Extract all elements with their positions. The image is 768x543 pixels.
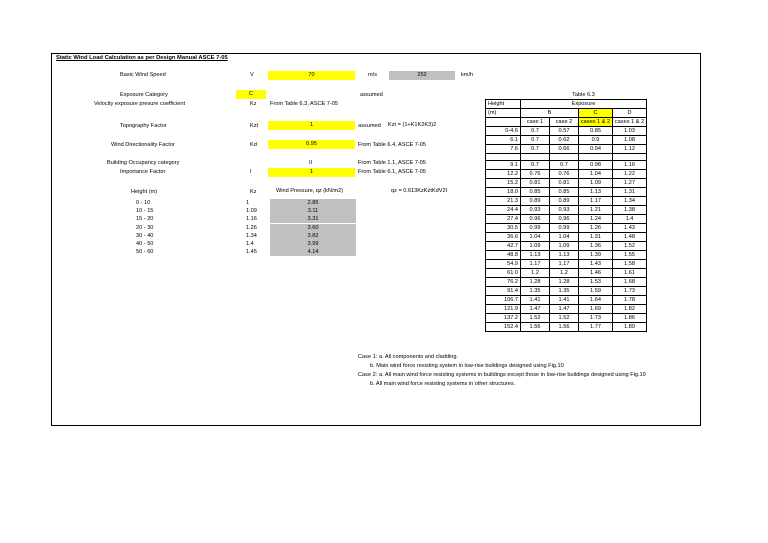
pressure-height-header: Height (m) [131,189,158,195]
table-6-3-unit-header: (m) [486,109,521,118]
importance-input[interactable]: 1 [268,168,355,177]
table-6-3-height-cell: 42.7 [486,242,521,251]
topography-note: assumed [358,123,381,129]
table-6-3-value-cell: 1.09 [579,179,613,188]
importance-label: Importance Factor [120,169,166,175]
pressure-row-kz: 1 [246,200,250,206]
table-6-3-value-cell: 1.09 [550,242,579,251]
table-6-3-height-cell: 6.1 [486,136,521,145]
table-6-3-value-cell: 1.78 [613,296,647,305]
importance-note: From Table 6.1, ASCE 7-05 [358,169,426,175]
table-6-3-c-cases-header: cases 1 & 2 [579,118,613,127]
table-6-3-value-cell: 1.13 [550,251,579,260]
table-6-3-value-cell: 1.13 [521,251,550,260]
pressure-row-value: 4.14 [270,248,356,256]
exposure-category-input[interactable]: C [236,90,266,99]
table-6-3-value-cell: 1.12 [613,145,647,154]
table-6-3-value-cell: 1.39 [579,251,613,260]
table-6-3-value-cell: 1.13 [579,188,613,197]
table-6-3-value-cell: 1.73 [579,314,613,323]
table-6-3-value-cell: 1.52 [550,314,579,323]
table-6-3-value-cell: 0.81 [521,179,550,188]
table-6-3-value-cell: 1.69 [579,305,613,314]
pressure-row-value: 3.31 [270,215,356,223]
table-6-3-value-cell: 1.17 [521,260,550,269]
table-6-3-height-cell: 48.8 [486,251,521,260]
table-6-3-height-cell: 76.2 [486,278,521,287]
table-6-3-c-header: C [579,109,613,118]
table-6-3-value-cell: 0.76 [550,170,579,179]
table-6-3-value-cell: 0.85 [521,188,550,197]
table-6-3-value-cell: 1.82 [613,305,647,314]
table-6-3-value-cell: 0.76 [521,170,550,179]
table-6-3-value-cell: 1.38 [613,206,647,215]
pressure-row-height: 10 - 15 [136,208,154,215]
exposure-category-label: Exposure Category [120,92,168,98]
table-6-3-blank [486,118,521,127]
occupancy-note: From Table 1.1, ASCE 7-05 [358,160,426,166]
table-6-3-value-cell: 1.43 [613,224,647,233]
table-6-3-value-cell: 0.94 [579,145,613,154]
table-6-3-value-cell: 1.34 [613,197,647,206]
velocity-exposure-symbol: Kz [250,101,257,107]
table-6-3-gap-cell [550,154,579,161]
table-6-3-value-cell: 0.57 [550,127,579,136]
table-6-3-height-header: Height [486,100,521,109]
table-6-3-value-cell: 1.47 [550,305,579,314]
pressure-row-value: 3.82 [270,232,356,240]
table-6-3-value-cell: 0.99 [521,224,550,233]
occupancy-value: II [309,160,313,166]
topography-input[interactable]: 1 [268,121,355,130]
table-6-3-height-cell: 54.9 [486,260,521,269]
table-6-3-gap-cell [486,154,521,161]
table-6-3-value-cell: 1.31 [613,188,647,197]
table-6-3-value-cell: 1.08 [613,136,647,145]
table-6-3-value-cell: 1.73 [613,287,647,296]
pressure-row-value: 3.11 [270,207,356,215]
note-case2-b: b. All main wind force resisting systems in other structures. [370,381,516,387]
table-6-3-value-cell: 0.85 [579,127,613,136]
table-6-3-value-cell: 0.7 [521,145,550,154]
table-6-3-d-cases-header: cases 1 & 2 [613,118,647,127]
table-6-3-value-cell: 1.4 [613,215,647,224]
table-6-3-value-cell: 0.81 [550,179,579,188]
table-6-3-case2-header: case 2 [550,118,579,127]
table-6-3-value-cell: 1.17 [579,197,613,206]
table-6-3-height-cell: 121.9 [486,305,521,314]
table-6-3-value-cell: 1.09 [521,242,550,251]
table-6-3-value-cell: 1.68 [613,278,647,287]
table-6-3-height-cell: 137.2 [486,314,521,323]
table-6-3-value-cell: 1.46 [579,269,613,278]
basic-wind-speed-symbol: V [250,72,254,78]
table-6-3-b-header: B [521,109,579,118]
table-6-3-height-cell: 0-4.6 [486,127,521,136]
table-6-3 [485,91,647,332]
table-6-3-value-cell: 1.04 [521,233,550,242]
table-6-3-value-cell: 1.22 [613,170,647,179]
table-6-3-value-cell: 1.2 [550,269,579,278]
velocity-exposure-label: Velocity exposure presure coefficient [94,101,186,107]
table-6-3-value-cell: 0.96 [550,215,579,224]
directionality-input[interactable]: 0.95 [268,140,355,149]
table-6-3-d-header: D [613,109,647,118]
table-6-3-value-cell: 1.52 [521,314,550,323]
pressure-row-height: 20 - 30 [136,224,154,231]
table-6-3-height-cell: 21.3 [486,197,521,206]
table-6-3-value-cell: 1.89 [613,323,647,332]
pressure-row-height: 40 - 50 [136,241,154,247]
table-6-3-value-cell: 1.43 [579,260,613,269]
note-case1-label: Case 1: [358,354,378,360]
table-6-3-value-cell: 0.7 [521,127,550,136]
table-6-3-value-cell: 0.96 [521,215,550,224]
directionality-symbol: Kd [250,142,257,148]
pressure-row-kz: 1.09 [246,208,257,215]
note-case1-a: a. All components and cladding. [379,354,458,360]
topography-symbol: Kzt [250,123,259,129]
table-6-3-height-cell: 91.4 [486,287,521,296]
table-6-3-value-cell: 1.24 [579,215,613,224]
pressure-row-kz: 1.26 [246,224,257,231]
table-6-3-value-cell: 1.35 [550,287,579,296]
table-6-3-value-cell: 0.7 [521,161,550,170]
basic-wind-speed-label: Basic Wind Speed [120,72,166,78]
pressure-row-height: 30 - 40 [136,232,154,239]
table-6-3-value-cell: 1.59 [579,287,613,296]
table-6-3-case1-header: case 1 [521,118,550,127]
pressure-formula: qz = 0.613KzKztKdV2I [391,188,448,194]
pressure-wp-header: Wind Pressure, qz (kN/m2) [276,188,344,194]
table-6-3-value-cell: 1.28 [550,278,579,287]
directionality-label: Wind Directionality Factor [111,142,175,148]
table-6-3-value-cell: 1.03 [613,127,647,136]
table-6-3-height-cell: 7.6 [486,145,521,154]
table-6-3-value-cell: 1.64 [579,296,613,305]
velocity-exposure-note: From Table 6.3, ASCE 7-05 [270,101,338,107]
table-6-3-value-cell: 1.48 [613,233,647,242]
table-6-3-value-cell: 1.35 [521,287,550,296]
table-6-3-height-cell: 24.4 [486,206,521,215]
table-6-3-value-cell: 0.93 [521,206,550,215]
table-6-3-value-cell: 1.31 [579,233,613,242]
exposure-category-note: assumed [360,92,383,98]
table-6-3-gap-cell [521,154,550,161]
pressure-row-value: 2.85 [270,199,356,207]
pressure-row-kz: 1.34 [246,232,257,239]
basic-wind-speed-input[interactable]: 70 [268,71,355,80]
table-6-3-height-cell: 18.0 [486,188,521,197]
table-6-3-gap-cell [579,154,613,161]
table-6-3-value-cell: 1.2 [521,269,550,278]
pressure-row-kz: 1.45 [246,249,257,256]
pressure-row-kz: 1.16 [246,216,257,223]
table-6-3-value-cell: 1.86 [613,314,647,323]
table-6-3-value-cell: 1.58 [613,260,647,269]
table-6-3-value-cell: 1.41 [550,296,579,305]
pressure-row-height: 15 - 20 [136,216,154,223]
table-6-3-value-cell: 1.27 [613,179,647,188]
table-6-3-value-cell: 0.7 [521,136,550,145]
pressure-row-value: 3.60 [270,224,356,232]
table-6-3-value-cell: 0.62 [550,136,579,145]
table-6-3-value-cell: 1.41 [521,296,550,305]
table-6-3-value-cell: 1.55 [613,251,647,260]
table-6-3-height-cell: 15.2 [486,179,521,188]
pressure-row-height: 0 - 10 [136,200,151,206]
table-6-3-value-cell: 1.36 [579,242,613,251]
table-6-3-exposure-header: Exposure [521,100,647,109]
table-6-3-value-cell: 1.52 [613,242,647,251]
table-6-3-value-cell: 0.7 [550,161,579,170]
table-6-3-value-cell: 0.89 [550,197,579,206]
pressure-row-height: 50 - 60 [136,249,154,256]
table-6-3-value-cell: 1.61 [613,269,647,278]
table-6-3-value-cell: 1.77 [579,323,613,332]
basic-wind-speed-kmh: 252 [389,71,455,80]
table-6-3-height-cell: 30.5 [486,224,521,233]
note-case1-b: b. Main wind force resisting system in low-rise buildings designed using Fig.10 [370,363,564,369]
table-6-3-value-cell: 1.04 [550,233,579,242]
table-6-3-value-cell: 1.04 [579,170,613,179]
table-6-3-value-cell: 1.56 [521,323,550,332]
pressure-row-value: 3.99 [270,240,356,248]
pressure-row-kz: 1.4 [246,241,254,247]
table-6-3-value-cell: 0.89 [521,197,550,206]
table-6-3-value-cell: 0.9 [579,136,613,145]
directionality-note: From Table 6.4, ASCE 7-05 [358,142,426,148]
table-6-3-height-cell: 106.7 [486,296,521,305]
table-6-3-value-cell: 1.47 [521,305,550,314]
occupancy-label: Building Occupancy category [107,160,180,166]
basic-wind-speed-unit: m/s [368,72,378,78]
table-6-3-height-cell: 12.2 [486,170,521,179]
table-6-3-value-cell: 1.16 [613,161,647,170]
basic-wind-speed-alt-unit: km/h [461,72,474,78]
table-6-3-value-cell: 0.85 [550,188,579,197]
table-6-3-gap-cell [613,154,647,161]
table-6-3-value-cell: 0.93 [550,206,579,215]
table-6-3-value-cell: 0.98 [579,161,613,170]
table-6-3-value-cell: 1.53 [579,278,613,287]
table-6-3-value-cell: 1.28 [521,278,550,287]
table-6-3-value-cell: 1.21 [579,206,613,215]
topography-formula: Kzt = (1+K1K2K3)2 [388,122,437,128]
table-6-3-height-cell: 9.1 [486,161,521,170]
table-6-3-height-cell: 152.4 [486,323,521,332]
table-6-3-height-cell: 27.4 [486,215,521,224]
table-6-3-title: Table 6.3 [521,91,647,100]
table-6-3-height-cell: 61.0 [486,269,521,278]
pressure-kz-header: Kz [250,189,257,195]
table-6-3-value-cell: 0.66 [550,145,579,154]
topography-label: Topography Factor [120,123,167,129]
table-6-3-value-cell: 1.26 [579,224,613,233]
table-6-3-height-cell: 36.6 [486,233,521,242]
note-case2-a: a. All main wind force resisting systems in buildings except those in low-rise buildings designed using Fig.10 [379,372,646,378]
note-case2-label: Case 2: [358,372,378,378]
table-6-3-value-cell: 0.99 [550,224,579,233]
table-6-3-corner [486,91,521,100]
importance-symbol: I [250,169,252,175]
sheet-title: Static Wind Load Calculation as per Design Manual ASCE 7-05 [56,55,228,61]
table-6-3-value-cell: 1.56 [550,323,579,332]
table-6-3-value-cell: 1.17 [550,260,579,269]
